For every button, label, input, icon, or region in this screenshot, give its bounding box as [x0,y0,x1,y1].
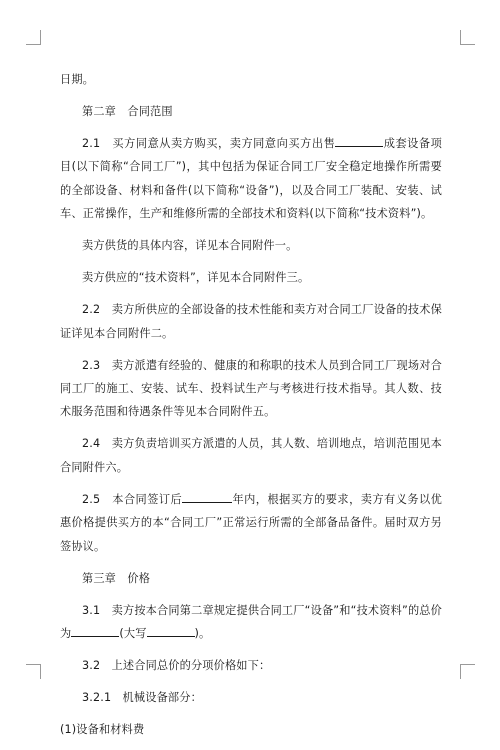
document-body [60,68,442,750]
blank-field [97,624,119,637]
clause-text: (大写 [119,627,147,641]
blank-field [182,490,232,503]
clause-2-5 [60,488,442,558]
clause-3-2-1: 3.2.1 机械设备部分： [82,691,202,705]
crop-mark-top-left [26,30,41,45]
clause-2-3: 2.3 卖方派遣有经验的、健康的和称职的技术人员到合同工厂现场对合同工厂的施工、安装、试车、投料试生产与考核进行技术指导。其人数、技术服务范围和待遇条件等见本合同附件五。 [60,358,442,419]
clause-3-1 [60,599,442,646]
paragraph-technical-docs: 卖方供应的“技术资料”，详见本合同附件三。 [82,271,310,285]
crop-mark-bottom-right [460,664,475,679]
blank-field [147,624,195,637]
clause-text: 2.1 买方同意从卖方购买，卖方同意向买方出售 [82,137,336,150]
clause-2-2: 2.2 卖方所供应的全部设备的技术性能和卖方对合同工厂设备的技术保证详见本合同附件二。 [60,303,442,340]
chapter-heading-2: 第二章 合同范围 [82,105,173,118]
clause-text: 年内，根据买方的要求，卖方有义务以优惠价格提供买方的本“合同工厂”正常运行所需的全部备品备件。届时双方另签协议。 [60,492,443,553]
clause-2-4: 2.4 卖方负责培训买方派遣的人员，其人数、培训地点，培训范围见本合同附件六。 [60,437,442,474]
clause-text: 2.5 本合同签订后 [82,492,183,506]
paragraph-supply-content: 卖方供货的具体内容，详见本合同附件一。 [82,239,298,253]
crop-mark-bottom-left [26,664,41,679]
clause-2-1 [60,132,442,226]
clause-3-2: 3.2 上述合同总价的分项价格如下： [82,659,271,673]
blank-field [335,134,383,147]
crop-mark-top-right [460,30,475,45]
clause-text: )。 [194,627,211,641]
item-equipment-material-cost: (1)设备和材料费 [60,723,145,737]
blank-field [71,624,97,637]
clause-text: 成套设备项目(以下简称“合同工厂”)，其中包括为保证合同工厂安全稳定地操作所需要的全部设备、材料和备件(以下简称“设备”)，以及合同工厂装配、安装、试车、正常操作，生产和维修所需的全部技术和资料(以下简称“技术资料”)。 [60,137,442,221]
clause-text: 3.1 卖方按本合同第二章规定提供合同工厂“设备”和“技术资料”的总价为 [60,603,442,641]
paragraph-date-end: 日期。 [60,73,95,86]
chapter-heading-3: 第三章 价格 [82,571,151,585]
